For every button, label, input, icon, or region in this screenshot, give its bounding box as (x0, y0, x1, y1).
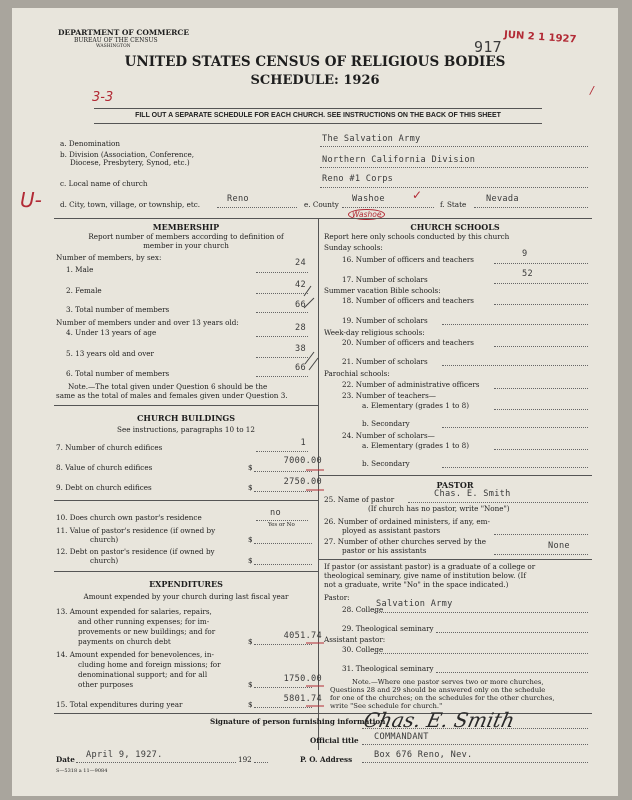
q23-label: 23. Number of teachers— (342, 391, 436, 400)
education-note-2: theological seminary, give name of institution below. (If (324, 571, 527, 580)
year-line (254, 762, 268, 763)
q8-dollar: $ (248, 463, 253, 472)
membership-note-1: Note.—The total given under Question 6 should be the (68, 382, 268, 391)
q14-dollar: $ (248, 680, 253, 689)
q17-value: 52 (522, 269, 533, 279)
q29-line (436, 632, 588, 633)
pastor-note-4: write "See schedule for church." (330, 702, 443, 710)
q12-dollar: $ (248, 556, 253, 565)
q27-label-1: 27. Number of other churches served by the (324, 537, 487, 546)
q24-label: 24. Number of scholars— (342, 431, 435, 440)
q11-label-1: 11. Value of pastor's residence (if owned by (56, 526, 216, 535)
division-label-1: b. Division (Association, Conference, (60, 150, 195, 159)
q24b-line (442, 467, 588, 468)
q13-label-1: 13. Amount expended for salaries, repairs, (56, 607, 212, 616)
q13-label-4: payments on church debt (78, 637, 171, 646)
denomination-value: The Salvation Army (322, 134, 421, 144)
yes-no-hint: Yes or No (268, 522, 295, 528)
date-received-stamp: JUN 2 1 1927 (503, 29, 577, 46)
city-value: Reno (227, 194, 249, 204)
schools-title: CHURCH SCHOOLS (410, 222, 500, 232)
membership-intro-2: member in your church (143, 241, 229, 250)
corner-tick-mark: / (590, 84, 594, 97)
form-subtitle: SCHEDULE: 1926 (250, 73, 380, 88)
date-label: Date (56, 755, 75, 764)
q11-label-2: church) (90, 535, 119, 544)
q13-dollar: $ (248, 637, 253, 646)
q14-label-4: other purposes (78, 680, 134, 689)
q4-label: 4. Under 13 years of age (66, 328, 157, 337)
q15-label: 15. Total expenditures during year (56, 700, 183, 709)
q12-label-2: church) (90, 556, 119, 565)
pastor-signature: Chas. E. Smith (361, 708, 517, 732)
q25-note: (If church has no pastor, write "None") (368, 504, 510, 513)
schools-intro: Report here only schools conducted by this church (324, 232, 510, 241)
po-address-label: P. O. Address (300, 755, 353, 764)
q25-value: Chas. E. Smith (434, 489, 511, 499)
q27-label-2: pastor or his assistants (342, 546, 427, 555)
q10-value: no (270, 508, 281, 518)
local-name-value: Reno #1 Corps (322, 174, 394, 184)
q16-label: 16. Number of officers and teachers (342, 255, 474, 264)
q23a-label: a. Elementary (grades 1 to 8) (362, 401, 469, 410)
year-prefix: 192 (238, 755, 252, 764)
q25-line (408, 502, 588, 503)
q7-label: 7. Number of church edifices (56, 443, 163, 452)
q13-label-2: and other running expenses; for im- (78, 617, 210, 626)
q27-value: None (548, 541, 570, 551)
q7-value: 1 (300, 438, 306, 448)
membership-title: MEMBERSHIP (152, 222, 220, 232)
division-label-2: Diocese, Presbytery, Synod, etc.) (70, 158, 190, 167)
buildings-intro: See instructions, paragraphs 10 to 12 (117, 425, 255, 434)
q11-dollar: $ (248, 535, 253, 544)
summer-schools-label: Summer vacation Bible schools: (324, 286, 441, 295)
q16-value: 9 (522, 249, 528, 259)
parochial-schools-label: Parochial schools: (324, 369, 390, 378)
q31-label: 31. Theological seminary (342, 664, 434, 673)
members-by-age-label: Number of members under and over 13 years old: (56, 318, 239, 327)
pastor-mid-rule (318, 559, 592, 560)
official-title-line (362, 744, 588, 745)
assistant-education-label: Assistant pastor: (324, 635, 386, 644)
q22-line (494, 388, 588, 389)
membership-note-2: same as the total of males and females given under Question 3. (56, 391, 288, 400)
q28-label: 28. College (342, 605, 384, 614)
q23b-label: b. Secondary (362, 419, 410, 428)
city-label: d. City, town, village, or township, etc. (60, 200, 201, 209)
q8-value: 7000.00 (283, 456, 322, 466)
q24b-label: b. Secondary (362, 459, 410, 468)
q6-value: 66 (295, 363, 306, 373)
division-value: Northern California Division (322, 155, 476, 165)
pastor-education-label: Pastor: (324, 593, 350, 602)
signature-line (362, 728, 588, 729)
q14-value: 1750.00 (283, 674, 322, 684)
q9-value: 2750.00 (283, 477, 322, 487)
q31-line (436, 672, 588, 673)
q2-label: 2. Female (66, 286, 102, 295)
margin-mark: U- (20, 188, 42, 212)
members-by-sex-label: Number of members, by sex: (56, 253, 162, 262)
q16-line (494, 263, 588, 264)
membership-intro-1: Report number of members according to definition of (88, 232, 284, 241)
q20-line (494, 346, 588, 347)
signature-label: Signature of person furnishing information (210, 717, 386, 726)
buildings-title: CHURCH BUILDINGS (137, 413, 235, 423)
q17-label: 17. Number of scholars (342, 275, 428, 284)
q6-label: 6. Total number of members (66, 369, 170, 378)
q14-label-1: 14. Amount expended for benevolences, in- (56, 650, 214, 659)
q21-line (442, 365, 588, 366)
handwritten-mark: 3-3 (92, 90, 114, 105)
q30-line (374, 653, 588, 654)
county-label: e. County (304, 200, 339, 209)
form-number: 917 (474, 38, 502, 56)
pastor-note-2: Questions 28 and 29 should be answered only on the schedule (330, 686, 546, 694)
po-address-value: Box 676 Reno, Nev. (374, 750, 473, 760)
q15-value: 5801.74 (283, 694, 322, 704)
q20-label: 20. Number of officers and teachers (342, 338, 474, 347)
local-name-label: c. Local name of church (60, 179, 148, 188)
bureau-name: BUREAU OF THE CENSUS (74, 37, 158, 44)
pastor-note-3: for one of the churches; on the schedules for the other churches, (330, 694, 555, 702)
county-value: Washoe (352, 194, 385, 204)
q29-label: 29. Theological seminary (342, 624, 434, 633)
weekday-schools-label: Week-day religious schools: (324, 328, 425, 337)
q3-label: 3. Total number of members (66, 305, 170, 314)
q15-dollar: $ (248, 700, 253, 709)
q9-dollar: $ (248, 483, 253, 492)
state-label: f. State (440, 200, 467, 209)
q26-label-2: ployed as assistant pastors (342, 526, 441, 535)
education-note-3: not a graduate, write "No" in the space indicated.) (324, 580, 509, 589)
q13-label-3: provements or new buildings; and for (78, 627, 216, 636)
schools-bottom-rule (318, 475, 592, 476)
q13-value: 4051.74 (283, 631, 322, 641)
date-line (76, 762, 236, 763)
date-value: April 9, 1927. (86, 750, 163, 760)
q27-line (494, 554, 588, 555)
q5-value: 38 (295, 344, 306, 354)
q24a-label: a. Elementary (grades 1 to 8) (362, 441, 469, 450)
census-schedule-sheet (12, 8, 618, 796)
q18-label: 18. Number of officers and teachers (342, 296, 474, 305)
q5-label: 5. 13 years old and over (66, 349, 154, 358)
q19-line (442, 324, 588, 325)
instruction-line: FILL OUT A SEPARATE SCHEDULE FOR EACH CHURCH. SEE INSTRUCTIONS ON THE BACK OF THIS SHEET (135, 112, 501, 119)
q3-value: 66 (295, 300, 306, 310)
q10-label: 10. Does church own pastor's residence (56, 513, 202, 522)
q14-label-2: cluding home and foreign missions; for (78, 660, 221, 669)
form-title: UNITED STATES CENSUS OF RELIGIOUS BODIES (124, 54, 506, 70)
pastor-note-1: Note.—Where one pastor serves two or more churches, (352, 678, 544, 686)
q4-value: 28 (295, 323, 306, 333)
q23a-line (494, 409, 588, 410)
county-check-mark: ✓ (412, 188, 423, 202)
q25-label: 25. Name of pastor (324, 495, 395, 504)
q26-label-1: 26. Number of ordained ministers, if any, em- (324, 517, 490, 526)
q24a-line (494, 449, 588, 450)
q18-line (494, 304, 588, 305)
q12-label-1: 12. Debt on pastor's residence (if owned by (56, 547, 215, 556)
state-value: Nevada (486, 194, 519, 204)
q17-line (494, 283, 588, 284)
q14-label-3: denominational support; and for all (78, 670, 208, 679)
sunday-schools-label: Sunday schools: (324, 243, 383, 252)
denomination-label: a. Denomination (60, 139, 120, 148)
expenditures-title: EXPENDITURES (149, 579, 223, 589)
q9-label: 9. Debt on church edifices (56, 483, 152, 492)
q21-label: 21. Number of scholars (342, 357, 428, 366)
q2-value: 42 (295, 280, 306, 290)
q28-value: Salvation Army (376, 599, 453, 609)
county-correction: Washoe (348, 209, 385, 220)
q22-label: 22. Number of administrative officers (342, 380, 480, 389)
form-code: S—5318 a 11—9084 (56, 768, 108, 774)
department-name: DEPARTMENT OF COMMERCE (58, 28, 190, 37)
q28-line (374, 612, 588, 613)
q30-label: 30. College (342, 645, 384, 654)
official-title-label: Official title (310, 736, 359, 745)
q8-label: 8. Value of church edifices (56, 463, 153, 472)
po-address-line (362, 762, 588, 763)
official-title-value: COMMANDANT (374, 732, 429, 742)
expenditures-intro: Amount expended by your church during last fiscal year (83, 592, 289, 601)
education-note-1: If pastor (or assistant pastor) is a graduate of a college or (324, 562, 536, 571)
pastor-title: PASTOR (436, 480, 474, 490)
q23b-line (442, 427, 588, 428)
q1-label: 1. Male (66, 265, 94, 274)
q19-label: 19. Number of scholars (342, 316, 428, 325)
bureau-city: WASHINGTON (96, 44, 131, 49)
q1-value: 24 (295, 258, 306, 268)
q26-line (494, 534, 588, 535)
